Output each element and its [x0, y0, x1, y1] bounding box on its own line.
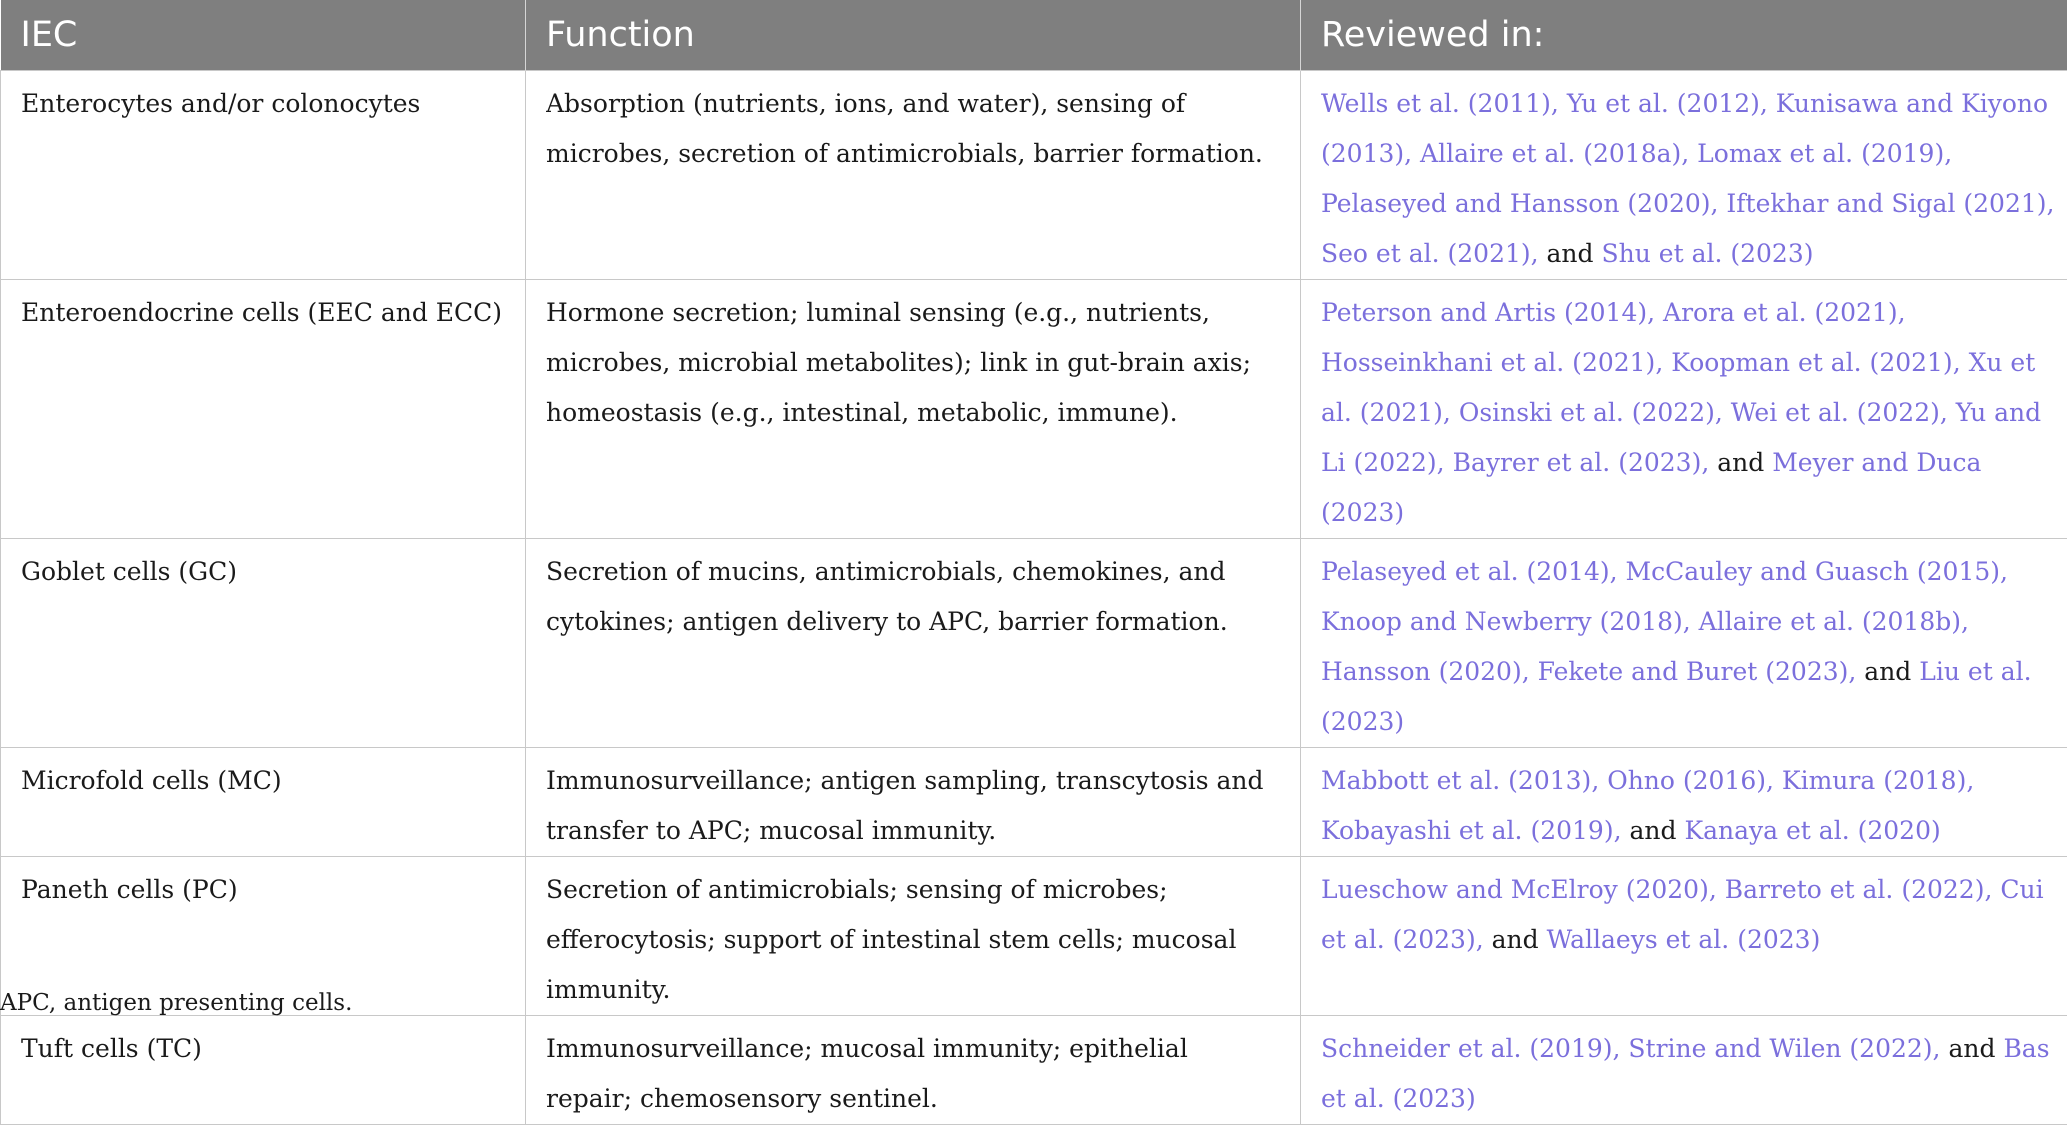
reference-link[interactable]: Shu et al. (2023): [1602, 239, 1814, 268]
function-cell: [526, 747, 1301, 856]
function-text: Immunosurveillance; antigen sampling, transcytosis and transfer to APC; mucosal immunity.: [546, 756, 1280, 856]
reference-link[interactable]: Kanaya et al. (2020): [1684, 816, 1940, 845]
table-row: [1, 70, 2067, 279]
iec-cell: [1, 70, 526, 279]
header-iec: IEC: [1, 0, 526, 70]
references-cell: [1301, 70, 2067, 279]
function-cell: [526, 1015, 1301, 1124]
function-text: Secretion of mucins, antimicrobials, chemokines, and cytokines; antigen delivery to APC, barrier formation.: [546, 547, 1280, 647]
function-cell: [526, 279, 1301, 538]
references-cell: [1301, 538, 2067, 747]
reference-link[interactable]: Wallaeys et al. (2023): [1547, 925, 1821, 954]
iec-text: Paneth cells (PC): [21, 865, 505, 915]
iec-text: Tuft cells (TC): [21, 1024, 505, 1074]
table-row: [1, 1015, 2067, 1124]
and-text: and: [1547, 239, 1594, 268]
references-cell: [1301, 856, 2067, 1015]
reference-links[interactable]: Mabbott et al. (2013), Ohno (2016), Kimura (2018), Kobayashi et al. (2019),: [1321, 766, 1974, 845]
reference-links[interactable]: Peterson and Artis (2014), Arora et al. (2021), Hosseinkhani et al. (2021), Koopman et al. (2021), Xu et al. (2021), Osinski et al. (2022), Wei et al. (2022), Yu and Li (2022), Bayrer et al. (2023),: [1321, 298, 2041, 477]
function-text: Hormone secretion; luminal sensing (e.g., nutrients, microbes, microbial metabolites); link in gut-brain axis; homeostasis (e.g., intestinal, metabolic, immune).: [546, 288, 1280, 438]
reference-links[interactable]: Schneider et al. (2019), Strine and Wilen (2022),: [1321, 1034, 1941, 1063]
iec-text: Enteroendocrine cells (EEC and ECC): [21, 288, 505, 338]
reference-link[interactable]: Liu et al. (2023): [1321, 657, 2032, 736]
function-cell: [526, 538, 1301, 747]
table-header-row: [1, 0, 2067, 70]
and-text: and: [1948, 1034, 1995, 1063]
references-cell: [1301, 279, 2067, 538]
reference-link[interactable]: Meyer and Duca (2023): [1321, 448, 1981, 527]
iec-text: Goblet cells (GC): [21, 547, 505, 597]
and-text: and: [1864, 657, 1911, 686]
reference-link[interactable]: Bas et al. (2023): [1321, 1034, 2050, 1113]
function-text: Secretion of antimicrobials; sensing of microbes; efferocytosis; support of intestinal stem cells; mucosal immunity.: [546, 865, 1280, 1015]
references-cell: [1301, 747, 2067, 856]
table-footnote: APC, antigen presenting cells.: [0, 988, 352, 1018]
function-cell: [526, 856, 1301, 1015]
iec-cell: [1, 747, 526, 856]
reference-links[interactable]: Lueschow and McElroy (2020), Barreto et al. (2022), Cui et al. (2023),: [1321, 875, 2044, 954]
header-reviewed-in: Reviewed in:: [1301, 0, 2067, 70]
references-cell: [1301, 1015, 2067, 1124]
iec-cell: [1, 279, 526, 538]
and-text: and: [1717, 448, 1764, 477]
and-text: and: [1629, 816, 1676, 845]
header-function: Function: [526, 0, 1301, 70]
iec-text: Enterocytes and/or colonocytes: [21, 79, 505, 129]
iec-cell: [1, 538, 526, 747]
and-text: and: [1492, 925, 1539, 954]
function-cell: [526, 70, 1301, 279]
function-text: Immunosurveillance; mucosal immunity; epithelial repair; chemosensory sentinel.: [546, 1024, 1280, 1124]
iec-cell: [1, 1015, 526, 1124]
table-row: [1, 279, 2067, 538]
reference-links[interactable]: Pelaseyed et al. (2014), McCauley and Guasch (2015), Knoop and Newberry (2018), Allaire et al. (2018b), Hansson (2020), Fekete and Buret (2023),: [1321, 557, 2008, 686]
reference-links[interactable]: Wells et al. (2011), Yu et al. (2012), Kunisawa and Kiyono (2013), Allaire et al. (2018a), Lomax et al. (2019), Pelaseyed and Hansson (2020), Iftekhar and Sigal (2021), Seo et al. (2021),: [1321, 89, 2054, 268]
table-row: [1, 538, 2067, 747]
function-text: Absorption (nutrients, ions, and water), sensing of microbes, secretion of antimicrobials, barrier formation.: [546, 79, 1280, 179]
iec-text: Microfold cells (MC): [21, 756, 505, 806]
table-row: [1, 747, 2067, 856]
